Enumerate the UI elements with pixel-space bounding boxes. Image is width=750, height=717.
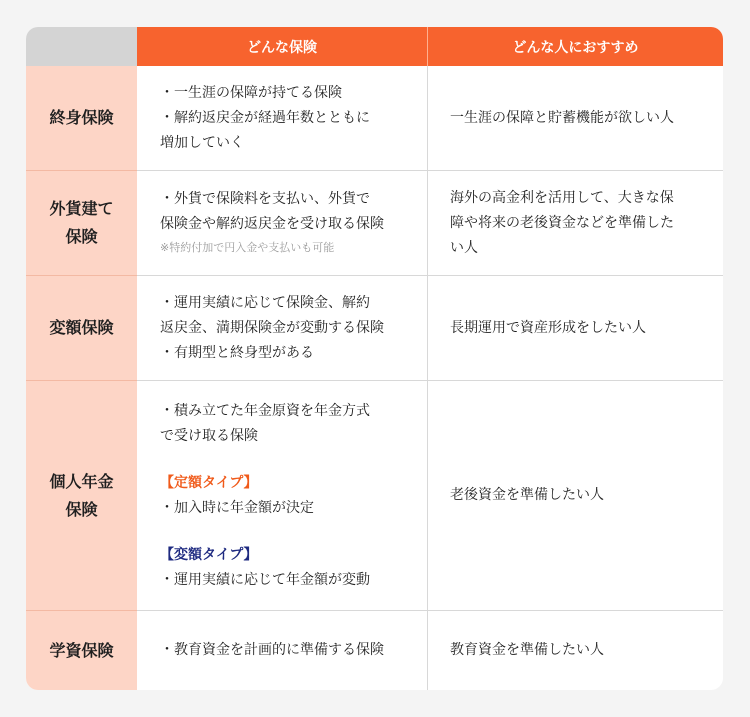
row-desc-foreign-currency [137,171,427,275]
desc-line: ・有期型と終身型がある [160,344,314,361]
target-line: 長期運用で資産形成をしたい人 [450,319,646,336]
target-line: 海外の高金利を活用して、大きな保 [450,189,674,206]
label-line: 保険 [65,499,98,519]
desc-note: ※特約付加で円入金や支払いも可能 [160,241,335,254]
desc-line: で受け取る保険 [160,427,258,444]
desc-line: ・積み立てた年金原資を年金方式 [160,402,370,419]
row-desc-pension [137,381,427,610]
row-target-foreign-currency [427,171,723,275]
header-insurance-type: どんな保険 [137,27,427,66]
target-line: 障や将来の老後資金などを準備した [450,214,674,231]
desc-line: 返戻金、満期保険金が変動する保険 [160,319,384,336]
target-line: 教育資金を準備したい人 [450,642,604,658]
row-label-whole-life: 終身保険 [26,66,137,170]
desc-line: ・一生涯の保障が持てる保険 [160,84,342,101]
row-desc-whole-life [137,66,427,170]
row-label-education: 学資保険 [26,611,137,690]
row-label-foreign-currency [26,171,137,275]
desc-line: 保険金や解約返戻金を受け取る保険 [160,216,384,232]
spacer [160,521,427,543]
target-line: い人 [450,239,478,256]
target-line: 一生涯の保障と貯蓄機能が欲しい人 [450,109,674,126]
fixed-type-label: 【定額タイプ】 [160,474,258,491]
row-desc-education [137,611,427,690]
desc-line: ・運用実績に応じて保険金、解約 [160,294,370,311]
desc-line: ・解約返戻金が経過年数とともに [160,109,370,126]
header-recommended-for: どんな人におすすめ [427,27,723,66]
row-label-pension [26,381,137,610]
label-line: 外貨建て [49,199,114,218]
row-target-whole-life [427,66,723,170]
row-label-variable: 変額保険 [26,276,137,380]
variable-type-label: 【変額タイプ】 [160,546,258,563]
variable-type-desc: ・運用実績に応じて年金額が変動 [160,571,370,588]
fixed-type-desc: ・加入時に年金額が決定 [160,499,314,516]
desc-line: 増加していく [160,134,244,151]
target-line: 老後資金を準備したい人 [450,487,604,503]
insurance-comparison-table [26,27,723,690]
row-desc-variable [137,276,427,380]
label-line: 個人年金 [49,471,114,491]
label-line: 保険 [65,227,98,246]
desc-line: ・外貨で保険料を支払い、外貨で [160,191,370,207]
row-target-variable [427,276,723,380]
row-target-education [427,611,723,690]
desc-line: ・教育資金を計画的に準備する保険 [160,642,384,658]
row-target-pension [427,381,723,610]
spacer [160,449,427,471]
header-blank-cell [26,27,137,66]
